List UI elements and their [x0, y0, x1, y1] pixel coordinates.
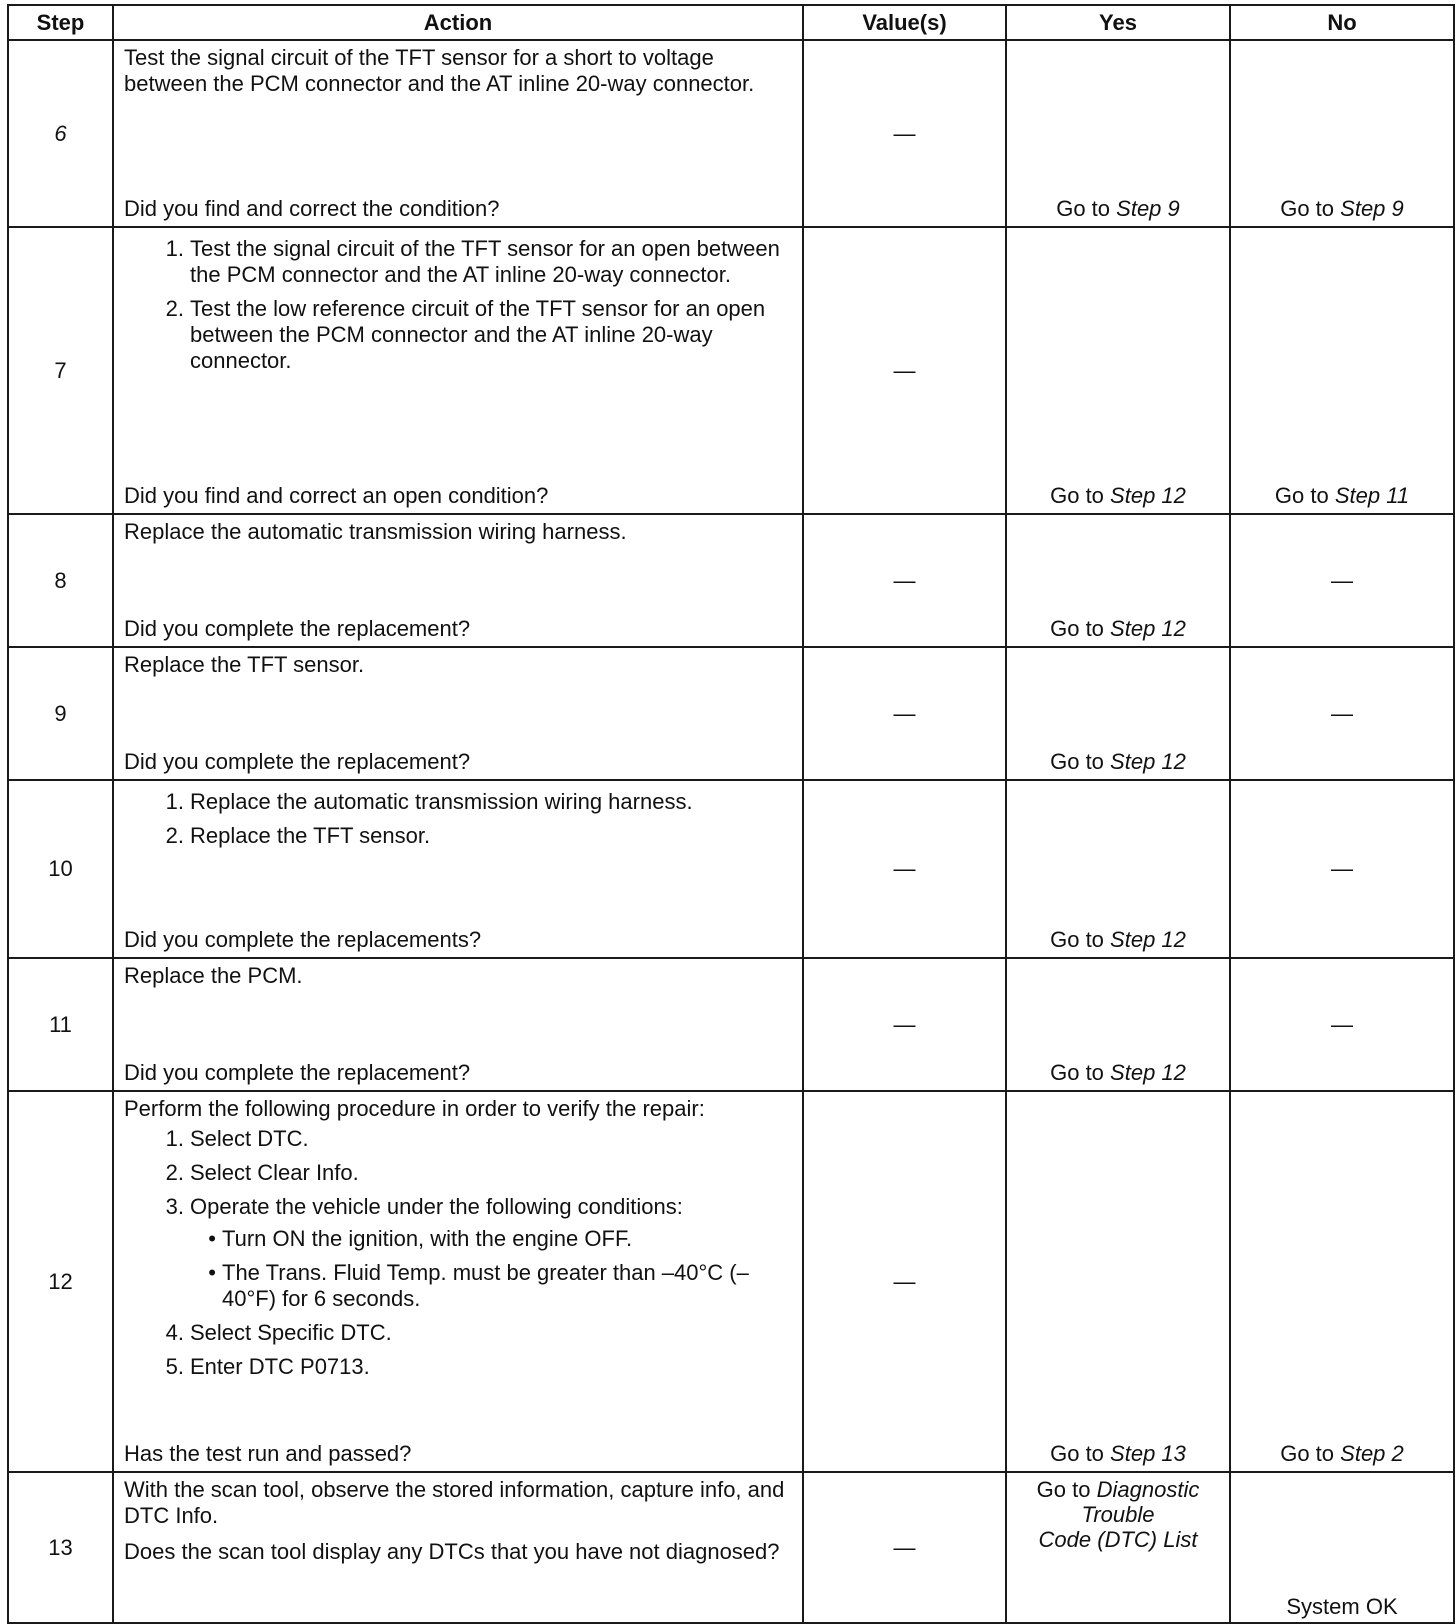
no-cell — [1230, 1472, 1454, 1623]
yes-step-link[interactable]: Step 12 — [1110, 927, 1186, 952]
action-text: With the scan tool, observe the stored information, capture info, and DTC Info. — [124, 1477, 785, 1528]
action-text: Replace the TFT sensor. — [124, 652, 365, 677]
table-row — [8, 227, 1454, 514]
value-cell: — — [803, 1091, 1006, 1472]
bullet-item: • Turn ON the ignition, with the engine OFF. — [208, 1226, 633, 1251]
action-question: Does the scan tool display any DTCs that you have not diagnosed? — [124, 1539, 780, 1564]
yes-cell: Go to Step 12 — [1006, 780, 1230, 958]
condition-bullets — [124, 1226, 792, 1312]
action-question: Did you complete the replacement? — [124, 1060, 471, 1085]
action-question: Did you find and correct an open condition? — [124, 483, 549, 508]
no-cell: — — [1230, 958, 1454, 1091]
list-item: 2. Test the low reference circuit of the TFT sensor for an open between the PCM connector and the AT inline 20-way connector. — [165, 296, 766, 373]
yes-step-link[interactable]: Step 12 — [1110, 616, 1186, 641]
dtc-list-link-line3[interactable]: Code (DTC) List — [1038, 1527, 1198, 1552]
no-step-link[interactable]: Step 9 — [1340, 196, 1404, 221]
action-list — [124, 236, 792, 382]
list-item: 2. Select Clear Info. — [165, 1160, 359, 1185]
dtc-list-link[interactable]: Diagnostic — [1096, 1477, 1200, 1502]
action-question: Has the test run and passed? — [124, 1441, 412, 1466]
yes-cell: Go to Diagnostic Trouble Code (DTC) List — [1006, 1472, 1230, 1623]
value-cell: — — [803, 514, 1006, 647]
table-row — [8, 40, 1454, 227]
yes-cell: Go to Step 12 — [1006, 647, 1230, 780]
yes-step-link[interactable]: Step 12 — [1110, 1060, 1186, 1085]
value-cell: — — [803, 647, 1006, 780]
action-question: Did you complete the replacement? — [124, 749, 471, 774]
yes-cell: Go to Step 9 — [1006, 40, 1230, 227]
no-step-link[interactable]: Step 11 — [1334, 483, 1410, 508]
list-item: 1. Select DTC. — [165, 1126, 309, 1151]
diagnostic-table — [7, 4, 1455, 1624]
value-cell: — — [803, 227, 1006, 514]
yes-cell: Go to Step 12 — [1006, 958, 1230, 1091]
yes-step-link[interactable]: Step 13 — [1110, 1441, 1186, 1466]
header-row — [8, 5, 1454, 40]
step-number: 12 — [8, 1091, 113, 1472]
step-number: 11 — [8, 958, 113, 1091]
header-action: Action — [113, 5, 803, 40]
header-yes: Yes — [1006, 5, 1230, 40]
yes-cell: Go to Step 12 — [1006, 514, 1230, 647]
yes-step-link[interactable]: Step 12 — [1110, 483, 1186, 508]
list-item: 3. Operate the vehicle under the following conditions: — [165, 1194, 683, 1219]
value-cell: — — [803, 958, 1006, 1091]
list-item: 4. Select Specific DTC. — [165, 1320, 392, 1345]
system-ok-text: System OK — [1286, 1594, 1398, 1619]
no-step-link[interactable]: Step 2 — [1340, 1441, 1404, 1466]
action-cell — [113, 1091, 803, 1472]
action-cell — [113, 1472, 803, 1623]
action-cell — [113, 647, 803, 780]
action-cell — [113, 40, 803, 227]
no-cell: Go to Step 2 — [1230, 1091, 1454, 1472]
yes-step-link[interactable]: Step 9 — [1116, 196, 1180, 221]
action-question: Did you complete the replacements? — [124, 927, 482, 952]
action-text: Replace the PCM. — [124, 963, 303, 988]
header-values: Value(s) — [803, 5, 1006, 40]
list-item: 1. Replace the automatic transmission wiring harness. — [165, 789, 693, 814]
action-question: Did you complete the replacement? — [124, 616, 471, 641]
value-cell: — — [803, 1472, 1006, 1623]
table-row — [8, 1091, 1454, 1472]
header-no: No — [1230, 5, 1454, 40]
list-item: 5. Enter DTC P0713. — [165, 1354, 370, 1379]
bullet-item: • The Trans. Fluid Temp. must be greater than –40°C (–40°F) for 6 seconds. — [208, 1260, 749, 1311]
no-cell: Go to Step 9 — [1230, 40, 1454, 227]
step-number: 6 — [8, 40, 113, 227]
step-number: 10 — [8, 780, 113, 958]
action-text: Test the signal circuit of the TFT sensor for a short to voltage between the PCM connector and the AT inline 20-way connector. — [124, 45, 755, 96]
action-list-continued — [124, 1320, 792, 1380]
value-cell: — — [803, 40, 1006, 227]
no-cell: — — [1230, 647, 1454, 780]
value-cell: — — [803, 780, 1006, 958]
step-number: 9 — [8, 647, 113, 780]
action-list — [124, 789, 792, 857]
action-cell — [113, 958, 803, 1091]
action-cell — [113, 514, 803, 647]
action-list — [124, 1126, 792, 1220]
no-cell: — — [1230, 780, 1454, 958]
table-row — [8, 514, 1454, 647]
header-step: Step — [8, 5, 113, 40]
no-cell: — — [1230, 514, 1454, 647]
table-row — [8, 1472, 1454, 1623]
table-row — [8, 958, 1454, 1091]
table-row — [8, 780, 1454, 958]
action-cell — [113, 780, 803, 958]
step-number: 13 — [8, 1472, 113, 1623]
list-item: 2. Replace the TFT sensor. — [165, 823, 431, 848]
step-number: 7 — [8, 227, 113, 514]
no-cell: Go to Step 11 — [1230, 227, 1454, 514]
yes-step-link[interactable]: Step 12 — [1110, 749, 1186, 774]
action-text: Replace the automatic transmission wiring harness. — [124, 519, 627, 544]
action-cell — [113, 227, 803, 514]
action-text: Perform the following procedure in order to verify the repair: — [124, 1096, 705, 1121]
yes-cell: Go to Step 13 — [1006, 1091, 1230, 1472]
yes-cell: Go to Step 12 — [1006, 227, 1230, 514]
dtc-list-link-line2[interactable]: Trouble — [1081, 1502, 1155, 1527]
table-row — [8, 647, 1454, 780]
action-question: Did you find and correct the condition? — [124, 196, 500, 221]
list-item: 1. Test the signal circuit of the TFT sensor for an open between the PCM connector and the AT inline 20-way connector. — [165, 236, 780, 287]
step-number: 8 — [8, 514, 113, 647]
